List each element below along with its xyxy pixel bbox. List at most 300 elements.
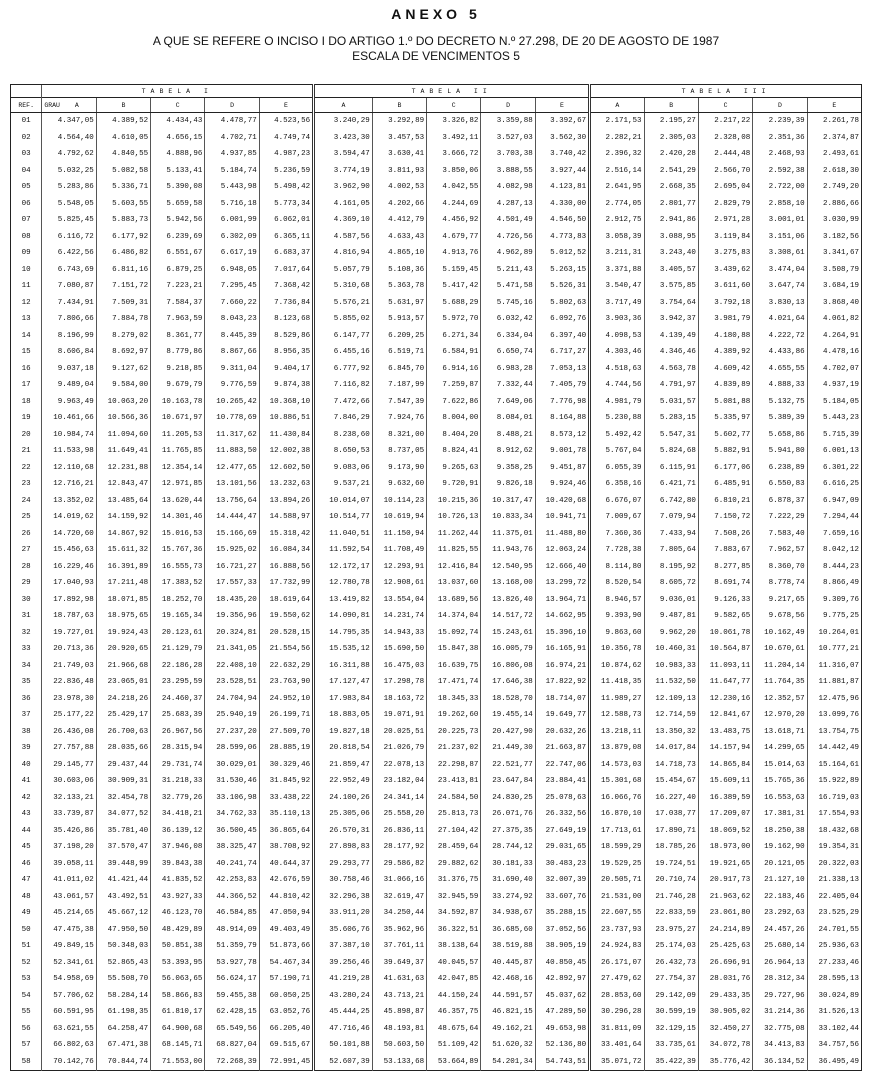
value-cell: 5.498,42 [259, 179, 313, 196]
value-cell: 72.991,45 [259, 1054, 313, 1071]
table-row [11, 971, 862, 988]
ref-cell: 25 [21, 513, 31, 522]
value-cell: 17.557,33 [205, 575, 259, 592]
value-cell: 2.420,28 [644, 146, 698, 163]
value-cell: 46.123,70 [151, 905, 205, 922]
value-cell: 30.296,28 [590, 1004, 644, 1021]
value-cell: 12.354,14 [151, 460, 205, 477]
value-cell: 5.602,77 [698, 427, 752, 444]
value-cell: 66.802,63 [42, 1037, 96, 1054]
value-cell: 19.529,25 [590, 856, 644, 873]
value-cell: 15.396,10 [535, 625, 589, 642]
value-cell: 69.515,67 [259, 1037, 313, 1054]
value-cell: 13.620,44 [151, 493, 205, 510]
value-cell: 21.341,05 [205, 641, 259, 658]
value-cell: 19.262,60 [427, 707, 481, 724]
value-cell: 35.071,72 [590, 1054, 644, 1071]
value-cell: 32.296,38 [314, 889, 373, 906]
value-cell: 47.716,46 [314, 1021, 373, 1038]
value-cell: 25.305,06 [314, 806, 373, 823]
table-row [11, 938, 862, 955]
value-cell: 53.927,78 [205, 955, 259, 972]
value-cell: 4.839,89 [698, 377, 752, 394]
value-cell: 31.376,75 [427, 872, 481, 889]
grau-label: GRAU [44, 101, 60, 109]
value-cell: 9.451,87 [535, 460, 589, 477]
grade-header-t2-c: C [427, 98, 481, 113]
value-cell: 7.223,21 [151, 278, 205, 295]
value-cell: 20.225,73 [427, 724, 481, 741]
value-cell: 24.100,26 [314, 790, 373, 807]
value-cell: 18.071,85 [96, 592, 150, 609]
value-cell: 6.948,05 [205, 262, 259, 279]
value-cell: 3.962,90 [314, 179, 373, 196]
value-cell: 52.865,43 [96, 955, 150, 972]
value-cell: 13.754,75 [807, 724, 861, 741]
value-cell: 16.555,73 [151, 559, 205, 576]
value-cell: 11.262,44 [427, 526, 481, 543]
value-cell: 5.310,68 [314, 278, 373, 295]
value-cell: 7.472,66 [314, 394, 373, 411]
value-cell: 3.611,60 [698, 278, 752, 295]
ref-cell: 56 [21, 1024, 31, 1033]
value-cell: 61.198,35 [96, 1004, 150, 1021]
value-cell: 21.237,02 [427, 740, 481, 757]
value-cell: 41.219,28 [314, 971, 373, 988]
value-cell: 4.434,43 [151, 113, 205, 130]
value-cell: 3.119,84 [698, 229, 752, 246]
value-cell: 30.909,31 [96, 773, 150, 790]
value-cell: 6.519,71 [372, 344, 426, 361]
table-row [11, 559, 862, 576]
table-row [11, 1037, 862, 1054]
ref-cell: 54 [21, 991, 31, 1000]
value-cell: 8.650,53 [314, 443, 373, 460]
value-cell: 12.109,13 [644, 691, 698, 708]
value-cell: 6.177,06 [698, 460, 752, 477]
value-cell: 18.345,33 [427, 691, 481, 708]
value-cell: 12.477,65 [205, 460, 259, 477]
value-cell: 10.726,13 [427, 509, 481, 526]
value-cell: 24.701,55 [807, 922, 861, 939]
ref-cell: 48 [21, 892, 31, 901]
ref-cell: 05 [21, 183, 31, 192]
value-cell: 5.883,73 [96, 212, 150, 229]
value-cell: 32.454,78 [96, 790, 150, 807]
grade-header-t3-c: C [698, 98, 752, 113]
value-cell: 3.888,55 [481, 163, 535, 180]
value-cell: 5.082,58 [96, 163, 150, 180]
value-cell: 14.299,65 [753, 740, 807, 757]
ref-cell: 20 [21, 430, 31, 439]
value-cell: 13.483,75 [698, 724, 752, 741]
table-row [11, 757, 862, 774]
value-cell: 54.201,34 [481, 1054, 535, 1071]
table-row [11, 740, 862, 757]
value-cell: 11.647,77 [698, 674, 752, 691]
table-row [11, 856, 862, 873]
value-cell: 29.293,77 [314, 856, 373, 873]
value-cell: 3.754,64 [644, 295, 698, 312]
value-cell: 22.607,55 [590, 905, 644, 922]
value-cell: 10.162,49 [753, 625, 807, 642]
ref-cell: 17 [21, 381, 31, 390]
value-cell: 56.624,17 [205, 971, 259, 988]
value-cell: 9.173,90 [372, 460, 426, 477]
value-cell: 14.867,92 [96, 526, 150, 543]
value-cell: 15.014,63 [753, 757, 807, 774]
ref-cell: 27 [21, 546, 31, 555]
value-cell: 9.632,60 [372, 476, 426, 493]
value-cell: 5.745,16 [481, 295, 535, 312]
table-row [11, 773, 862, 790]
value-cell: 19.356,96 [205, 608, 259, 625]
value-cell: 7.806,66 [42, 311, 96, 328]
value-cell: 2.695,04 [698, 179, 752, 196]
value-cell: 40.644,37 [259, 856, 313, 873]
value-cell: 44.150,24 [427, 988, 481, 1005]
value-cell: 5.825,45 [42, 212, 96, 229]
table-row [11, 344, 862, 361]
table-row [11, 592, 862, 609]
value-cell: 3.474,04 [753, 262, 807, 279]
value-cell: 22.747,06 [535, 757, 589, 774]
value-cell: 42.676,59 [259, 872, 313, 889]
value-cell: 2.912,75 [590, 212, 644, 229]
value-cell: 25.683,39 [151, 707, 205, 724]
value-cell: 3.740,42 [535, 146, 589, 163]
value-cell: 10.833,34 [481, 509, 535, 526]
value-cell: 40.445,87 [481, 955, 535, 972]
value-cell: 31.811,09 [590, 1021, 644, 1038]
value-cell: 45.037,62 [535, 988, 589, 1005]
value-cell: 4.523,56 [259, 113, 313, 130]
value-cell: 2.592,38 [753, 163, 807, 180]
value-cell: 4.287,13 [481, 196, 535, 213]
value-cell: 4.389,92 [698, 344, 752, 361]
value-cell: 46.584,85 [205, 905, 259, 922]
value-cell: 11.825,55 [427, 542, 481, 559]
value-cell: 5.283,15 [644, 410, 698, 427]
value-cell: 21.449,30 [481, 740, 535, 757]
value-cell: 59.455,38 [205, 988, 259, 1005]
value-cell: 3.594,47 [314, 146, 373, 163]
value-cell: 5.658,86 [753, 427, 807, 444]
value-cell: 2.722,00 [753, 179, 807, 196]
table-row [11, 724, 862, 741]
value-cell: 16.719,03 [807, 790, 861, 807]
value-cell: 4.346,46 [644, 344, 698, 361]
value-cell: 26.836,11 [372, 823, 426, 840]
value-cell: 6.239,69 [151, 229, 205, 246]
value-cell: 13.689,56 [427, 592, 481, 609]
value-cell: 17.732,99 [259, 575, 313, 592]
value-cell: 2.217,22 [698, 113, 752, 130]
value-cell: 2.668,35 [644, 179, 698, 196]
value-cell: 13.618,71 [753, 724, 807, 741]
value-cell: 20.710,74 [644, 872, 698, 889]
value-cell: 54.958,69 [42, 971, 96, 988]
value-cell: 34.938,67 [481, 905, 535, 922]
value-cell: 48.675,64 [427, 1021, 481, 1038]
value-cell: 21.026,79 [372, 740, 426, 757]
value-cell: 4.042,55 [427, 179, 481, 196]
value-cell: 27.898,83 [314, 839, 373, 856]
value-cell: 5.802,63 [535, 295, 589, 312]
value-cell: 20.121,05 [753, 856, 807, 873]
value-cell: 18.599,29 [590, 839, 644, 856]
value-cell: 8.692,97 [96, 344, 150, 361]
value-cell: 18.619,64 [259, 592, 313, 609]
value-cell: 6.617,19 [205, 245, 259, 262]
value-cell: 4.412,79 [372, 212, 426, 229]
value-cell: 14.662,95 [535, 608, 589, 625]
value-cell: 43.280,24 [314, 988, 373, 1005]
value-cell: 31.526,13 [807, 1004, 861, 1021]
value-cell: 15.243,61 [481, 625, 535, 642]
value-cell: 3.508,79 [807, 262, 861, 279]
value-cell: 58.866,83 [151, 988, 205, 1005]
ref-cell: 09 [21, 249, 31, 258]
value-cell: 9.924,46 [535, 476, 589, 493]
value-cell: 38.325,47 [205, 839, 259, 856]
value-cell: 38.905,19 [535, 938, 589, 955]
value-cell: 47.475,38 [42, 922, 96, 939]
value-cell: 4.913,76 [427, 245, 481, 262]
table-row [11, 806, 862, 823]
value-cell: 11.205,53 [151, 427, 205, 444]
value-cell: 34.762,33 [205, 806, 259, 823]
value-cell: 14.795,35 [314, 625, 373, 642]
value-cell: 28.744,12 [481, 839, 535, 856]
value-cell: 4.369,10 [314, 212, 373, 229]
value-cell: 3.439,62 [698, 262, 752, 279]
ref-cell: 41 [21, 777, 31, 786]
value-cell: 18.252,70 [151, 592, 205, 609]
value-cell: 28.853,60 [590, 988, 644, 1005]
value-cell: 29.727,96 [753, 988, 807, 1005]
value-cell: 20.917,73 [698, 872, 752, 889]
value-cell: 8.520,54 [590, 575, 644, 592]
table-row [11, 509, 862, 526]
ref-cell: 14 [21, 331, 31, 340]
table-row [11, 295, 862, 312]
value-cell: 4.389,52 [96, 113, 150, 130]
value-cell: 8.956,35 [259, 344, 313, 361]
value-cell: 60.591,95 [42, 1004, 96, 1021]
table-row [11, 608, 862, 625]
value-cell: 20.818,54 [314, 740, 373, 757]
value-cell: 6.055,39 [590, 460, 644, 477]
value-cell: 2.468,93 [753, 146, 807, 163]
table-row [11, 905, 862, 922]
value-cell: 4.563,78 [644, 361, 698, 378]
grade-letter: A [74, 101, 79, 109]
value-cell: 7.584,37 [151, 295, 205, 312]
value-cell: 4.816,94 [314, 245, 373, 262]
value-cell: 18.432,68 [807, 823, 861, 840]
value-cell: 4.546,50 [535, 212, 589, 229]
value-cell: 54.467,34 [259, 955, 313, 972]
value-cell: 7.017,64 [259, 262, 313, 279]
value-cell: 16.229,46 [42, 559, 96, 576]
value-cell: 36.500,45 [205, 823, 259, 840]
value-cell: 9.265,63 [427, 460, 481, 477]
value-cell: 3.151,06 [753, 229, 807, 246]
value-cell: 49.403,49 [259, 922, 313, 939]
value-cell: 4.244,69 [427, 196, 481, 213]
value-cell: 7.259,87 [427, 377, 481, 394]
ref-cell: 31 [21, 612, 31, 621]
value-cell: 23.295,59 [151, 674, 205, 691]
value-cell: 55.508,70 [96, 971, 150, 988]
value-cell: 6.147,77 [314, 328, 373, 345]
value-cell: 6.092,76 [535, 311, 589, 328]
ref-cell: 01 [21, 117, 31, 126]
value-cell: 7.053,13 [535, 361, 589, 378]
value-cell: 34.250,44 [372, 905, 426, 922]
value-cell: 11.375,01 [481, 526, 535, 543]
value-cell: 27.104,42 [427, 823, 481, 840]
value-cell: 46.821,15 [481, 1004, 535, 1021]
value-cell: 14.442,49 [807, 740, 861, 757]
value-cell: 8.279,02 [96, 328, 150, 345]
value-cell: 13.218,11 [590, 724, 644, 741]
value-cell: 19.354,31 [807, 839, 861, 856]
value-cell: 9.037,18 [42, 361, 96, 378]
value-cell: 15.456,63 [42, 542, 96, 559]
value-cell: 23.525,29 [807, 905, 861, 922]
value-cell: 21.963,62 [698, 889, 752, 906]
value-cell: 17.892,98 [42, 592, 96, 609]
value-cell: 14.159,92 [96, 509, 150, 526]
value-cell: 3.684,19 [807, 278, 861, 295]
value-cell: 68.827,04 [205, 1037, 259, 1054]
value-cell: 50.851,38 [151, 938, 205, 955]
value-cell: 5.081,88 [698, 394, 752, 411]
value-cell: 14.231,74 [372, 608, 426, 625]
value-cell: 57.706,62 [42, 988, 96, 1005]
value-cell: 7.728,38 [590, 542, 644, 559]
table-row [11, 163, 862, 180]
value-cell: 9.404,17 [259, 361, 313, 378]
value-cell: 26.332,56 [535, 806, 589, 823]
value-cell: 22.521,77 [481, 757, 535, 774]
value-cell: 5.184,74 [205, 163, 259, 180]
table-row [11, 328, 862, 345]
value-cell: 7.332,44 [481, 377, 535, 394]
value-cell: 32.619,47 [372, 889, 426, 906]
value-cell: 25.558,20 [372, 806, 426, 823]
value-cell: 4.202,66 [372, 196, 426, 213]
value-cell: 2.541,29 [644, 163, 698, 180]
value-cell: 15.318,42 [259, 526, 313, 543]
table-row [11, 707, 862, 724]
value-cell: 20.632,26 [535, 724, 589, 741]
value-cell: 13.299,72 [535, 575, 589, 592]
value-cell: 13.485,64 [96, 493, 150, 510]
table-row [11, 130, 862, 147]
value-cell: 6.115,91 [644, 460, 698, 477]
value-cell: 28.885,19 [259, 740, 313, 757]
value-cell: 6.717,27 [535, 344, 589, 361]
value-cell: 3.942,37 [644, 311, 698, 328]
value-cell: 12.293,91 [372, 559, 426, 576]
value-cell: 7.846,29 [314, 410, 373, 427]
value-cell: 34.418,21 [151, 806, 205, 823]
value-cell: 15.301,68 [590, 773, 644, 790]
value-cell: 51.873,66 [259, 938, 313, 955]
value-cell: 47.289,50 [535, 1004, 589, 1021]
value-cell: 36.685,60 [481, 922, 535, 939]
value-cell: 19.724,51 [644, 856, 698, 873]
ref-cell: 50 [21, 925, 31, 934]
value-cell: 15.611,32 [96, 542, 150, 559]
value-cell: 5.211,43 [481, 262, 535, 279]
ref-cell: 06 [21, 199, 31, 208]
value-cell: 40.241,74 [205, 856, 259, 873]
value-cell: 12.841,67 [698, 707, 752, 724]
value-cell: 34.072,78 [698, 1037, 752, 1054]
value-cell: 9.309,76 [807, 592, 861, 609]
value-cell: 39.058,11 [42, 856, 96, 873]
table-row [11, 988, 862, 1005]
value-cell: 6.238,89 [753, 460, 807, 477]
value-cell: 8.042,12 [807, 542, 861, 559]
value-cell: 3.927,44 [535, 163, 589, 180]
value-cell: 6.879,25 [151, 262, 205, 279]
value-cell: 8.196,99 [42, 328, 96, 345]
value-cell: 3.326,82 [427, 113, 481, 130]
value-cell: 3.540,47 [590, 278, 644, 295]
value-cell: 67.471,38 [96, 1037, 150, 1054]
value-cell: 5.882,91 [698, 443, 752, 460]
value-cell: 14.444,47 [205, 509, 259, 526]
value-cell: 14.517,72 [481, 608, 535, 625]
value-cell: 23.413,81 [427, 773, 481, 790]
table-row [11, 1054, 862, 1071]
value-cell: 3.392,67 [535, 113, 589, 130]
ref-cell: 33 [21, 645, 31, 654]
value-cell: 10.777,21 [807, 641, 861, 658]
value-cell: 37.946,08 [151, 839, 205, 856]
table-row [11, 955, 862, 972]
value-cell: 2.829,79 [698, 196, 752, 213]
ref-cell: 34 [21, 661, 31, 670]
value-cell: 20.528,15 [259, 625, 313, 642]
ref-cell: 52 [21, 958, 31, 967]
value-cell: 33.106,98 [205, 790, 259, 807]
value-cell: 4.773,83 [535, 229, 589, 246]
ref-cell: 23 [21, 480, 31, 489]
value-cell: 25.936,63 [807, 938, 861, 955]
value-cell: 30.483,23 [535, 856, 589, 873]
value-cell: 7.583,40 [753, 526, 807, 543]
value-cell: 10.671,97 [151, 410, 205, 427]
table-row [11, 823, 862, 840]
table-row [11, 476, 862, 493]
value-cell: 9.962,20 [644, 625, 698, 642]
value-cell: 66.205,40 [259, 1021, 313, 1038]
value-cell: 6.947,09 [807, 493, 861, 510]
table-row [11, 410, 862, 427]
value-cell: 8.195,92 [644, 559, 698, 576]
value-cell: 35.426,86 [42, 823, 96, 840]
value-cell: 3.703,38 [481, 146, 535, 163]
value-cell: 8.321,00 [372, 427, 426, 444]
value-cell: 7.547,39 [372, 394, 426, 411]
value-cell: 39.649,37 [372, 955, 426, 972]
